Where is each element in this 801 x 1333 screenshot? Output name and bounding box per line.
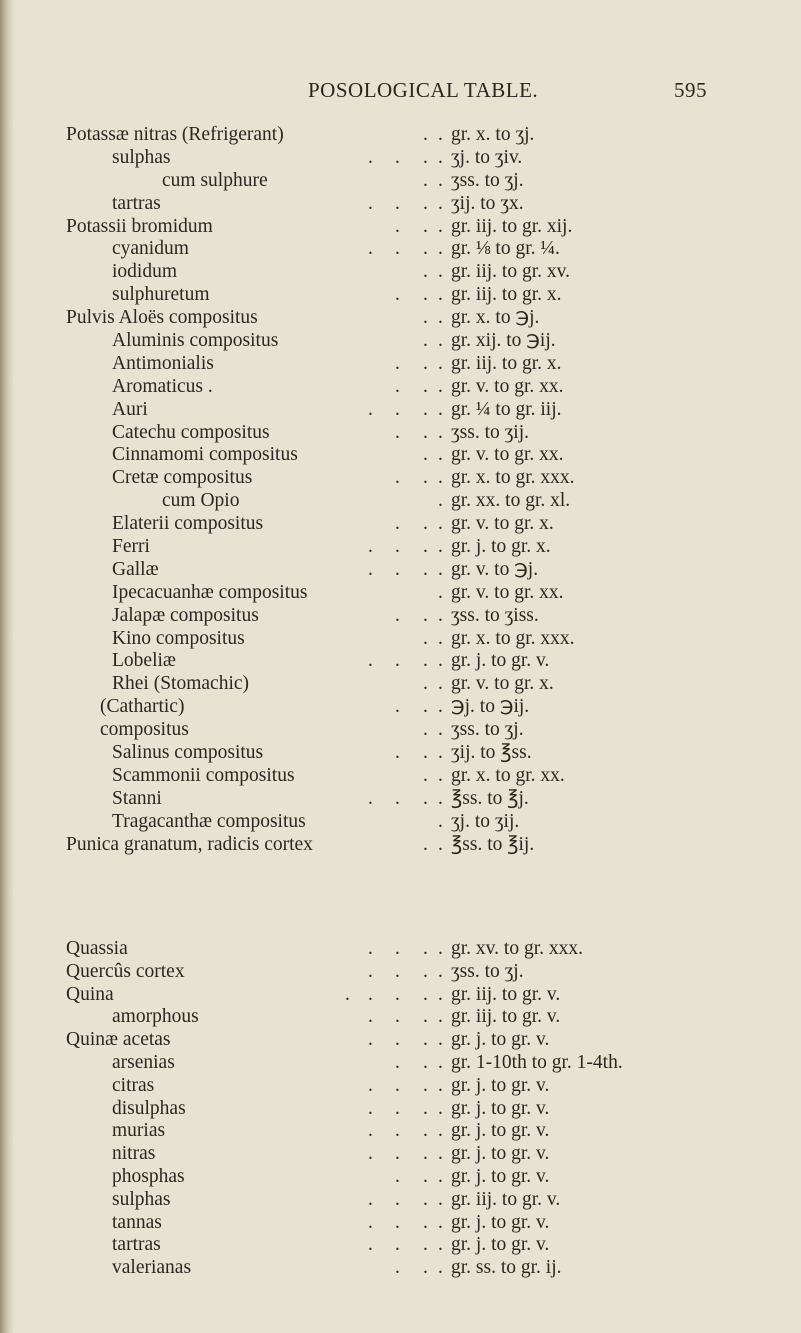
table-row: [0, 422, 801, 445]
leader-dot: .: [438, 810, 443, 832]
drug-name: Quina: [66, 983, 114, 1005]
table-row: [0, 261, 801, 284]
drug-name: Punica granatum, radicis cortex: [66, 833, 313, 855]
dose: gr. iij. to gr. v.: [451, 1006, 561, 1028]
leader-dot: .: [395, 983, 400, 1005]
dose: ʒij. to ʒx.: [451, 192, 524, 214]
leader-dot: .: [368, 1074, 373, 1096]
table-row: [0, 1098, 801, 1121]
dose: ʒj. to ʒij.: [451, 810, 520, 832]
dose: gr. j. to gr. v.: [451, 1211, 550, 1233]
leader-dot: .: [438, 467, 443, 489]
table-row: [0, 1029, 801, 1052]
leader-dot: .: [395, 467, 400, 489]
leader-dot: .: [423, 307, 428, 329]
drug-name: iodidum: [112, 261, 178, 283]
drug-name: disulphas: [112, 1097, 186, 1119]
dose: gr. iij. to gr. v.: [451, 983, 561, 1005]
leader-dot: .: [438, 1211, 443, 1233]
leader-dot: .: [368, 938, 373, 959]
leader-dot: .: [368, 650, 373, 672]
leader-dot: .: [438, 764, 443, 786]
leader-dot: .: [368, 1029, 373, 1051]
leader-dot: .: [438, 1051, 443, 1073]
dose: gr. x. to gr. xxx.: [451, 467, 575, 489]
leader-dot: .: [395, 960, 400, 982]
leader-dot: .: [438, 1074, 443, 1096]
leader-dot: .: [368, 398, 373, 420]
leader-dot: .: [395, 1211, 400, 1233]
dose: gr. x. to ℈j.: [451, 307, 540, 329]
leader-dot: .: [368, 238, 373, 260]
page-header: [0, 78, 801, 108]
leader-dot: .: [423, 960, 428, 982]
table-row: [0, 765, 801, 788]
leader-dot: .: [438, 1143, 443, 1165]
drug-name: sulphas: [112, 1188, 171, 1210]
leader-dot: .: [438, 421, 443, 443]
table-row: [0, 376, 801, 399]
dose: gr. iij. to gr. x.: [451, 352, 562, 374]
drug-name: citras: [112, 1074, 155, 1096]
leader-dot: .: [423, 1143, 428, 1165]
leader-dot: .: [368, 1234, 373, 1256]
leader-dot: .: [423, 536, 428, 558]
drug-name: Quercûs cortex: [66, 960, 185, 982]
dose: gr. ⅛ to gr. ¼.: [451, 238, 560, 260]
table-row: [0, 1120, 801, 1143]
leader-dot: .: [423, 467, 428, 489]
leader-dot: .: [423, 1211, 428, 1233]
leader-dot: .: [438, 192, 443, 214]
leader-dot: .: [395, 1143, 400, 1165]
drug-name: tartras: [112, 1234, 161, 1256]
dose: gr. iij. to gr. x.: [451, 284, 562, 306]
table-row: [0, 513, 801, 536]
dose: ℥ss. to ℥j.: [451, 787, 529, 809]
table-row: [0, 490, 801, 513]
leader-dot: .: [438, 330, 443, 352]
leader-dot: .: [423, 1234, 428, 1256]
drug-name: tartras: [112, 192, 161, 214]
leader-dot: .: [423, 696, 428, 718]
leader-dot: .: [395, 1097, 400, 1119]
leader-dot: .: [423, 604, 428, 626]
leader-dot: .: [395, 938, 400, 959]
leader-dot: .: [423, 1165, 428, 1187]
drug-name: Ferri: [112, 536, 150, 558]
drug-name: Antimonialis: [112, 352, 214, 374]
leader-dot: .: [438, 787, 443, 809]
leader-dot: .: [423, 192, 428, 214]
drug-name: Cretæ compositus: [112, 467, 253, 489]
leader-dot: .: [438, 1234, 443, 1256]
leader-dot: .: [423, 261, 428, 283]
drug-name: sulphas: [112, 146, 171, 168]
dose: gr. v. to gr. x.: [451, 673, 554, 695]
table-row: [0, 330, 801, 353]
leader-dot: .: [395, 146, 400, 168]
leader-dot: .: [423, 627, 428, 649]
drug-name: Quassia: [66, 938, 128, 959]
table-row: [0, 124, 801, 147]
table-row: [0, 559, 801, 582]
leader-dot: .: [368, 1097, 373, 1119]
leader-dot: .: [423, 742, 428, 764]
dose: gr. v. to gr. xx.: [451, 375, 564, 397]
drug-name: Elaterii compositus: [112, 513, 264, 535]
table-row: [0, 1257, 801, 1280]
leader-dot: .: [438, 238, 443, 260]
dose: ℥ss. to ℥ij.: [451, 833, 535, 855]
leader-dot: .: [395, 1051, 400, 1073]
dose: ℈j. to ℈ij.: [451, 696, 530, 718]
drug-name: Stanni: [112, 787, 162, 809]
leader-dot: .: [438, 1257, 443, 1279]
dose: gr. v. to gr. xx.: [451, 581, 564, 603]
leader-dot: .: [395, 375, 400, 397]
dose: gr. x. to gr. xx.: [451, 764, 565, 786]
leader-dot: .: [438, 719, 443, 741]
dose: gr. xv. to gr. xxx.: [451, 938, 583, 959]
leader-dot: .: [395, 787, 400, 809]
dose: gr. ¼ to gr. iij.: [451, 398, 562, 420]
leader-dot: .: [368, 192, 373, 214]
leader-dot: .: [423, 421, 428, 443]
dose: gr. j. to gr. v.: [451, 1097, 550, 1119]
leader-dot: .: [423, 330, 428, 352]
drug-name: sulphuretum: [112, 284, 210, 306]
dose: ʒj. to ʒiv.: [451, 146, 523, 168]
drug-name: phosphas: [112, 1165, 185, 1187]
drug-name: Catechu compositus: [112, 421, 270, 443]
leader-dot: .: [438, 1120, 443, 1142]
dose: gr. j. to gr. x.: [451, 536, 551, 558]
table-row: [0, 811, 801, 834]
leader-dot: .: [438, 627, 443, 649]
table-row: [0, 399, 801, 422]
table-row: [0, 788, 801, 811]
dose: gr. iij. to gr. xv.: [451, 261, 570, 283]
drug-name: Kino compositus: [112, 627, 245, 649]
leader-dot: .: [438, 581, 443, 603]
leader-dot: .: [395, 650, 400, 672]
table-row: [0, 984, 801, 1007]
drug-name: tannas: [112, 1211, 162, 1233]
drug-name: Lobeliæ: [112, 650, 176, 672]
leader-dot: .: [438, 261, 443, 283]
leader-dot: .: [395, 192, 400, 214]
drug-name: Aromaticus .: [112, 375, 213, 397]
leader-dot: .: [395, 742, 400, 764]
table-row: [0, 284, 801, 307]
table-row: [0, 353, 801, 376]
leader-dot: .: [395, 513, 400, 535]
drug-name: Potassii bromidum: [66, 215, 213, 237]
dose: gr. j. to gr. v.: [451, 1029, 550, 1051]
running-title: POSOLOGICAL TABLE.: [308, 78, 539, 102]
dose: gr. j. to gr. v.: [451, 1165, 550, 1187]
leader-dot: .: [423, 284, 428, 306]
leader-dot: .: [438, 284, 443, 306]
drug-name: Jalapæ compositus: [112, 604, 259, 626]
leader-dot: .: [423, 375, 428, 397]
leader-dot: .: [423, 238, 428, 260]
leader-dot: .: [423, 1120, 428, 1142]
leader-dot: .: [395, 1120, 400, 1142]
drug-name: cyanidum: [112, 238, 189, 260]
drug-name: (Cathartic): [100, 696, 185, 718]
dose: gr. iij. to gr. xij.: [451, 215, 573, 237]
leader-dot: .: [438, 960, 443, 982]
leader-dot: .: [438, 1165, 443, 1187]
drug-name: Auri: [112, 398, 148, 420]
drug-name: murias: [112, 1120, 166, 1142]
leader-dot: .: [423, 983, 428, 1005]
leader-dot: .: [423, 787, 428, 809]
table-row: [0, 1143, 801, 1166]
leader-dot: .: [438, 375, 443, 397]
leader-dot: .: [423, 146, 428, 168]
dose: gr. v. to ℈j.: [451, 558, 539, 580]
dose: gr. x. to ʒj.: [451, 124, 535, 145]
dose: gr. j. to gr. v.: [451, 1234, 550, 1256]
table-row: [0, 216, 801, 239]
leader-dot: .: [438, 536, 443, 558]
dose: gr. j. to gr. v.: [451, 1143, 550, 1165]
leader-dot: .: [395, 215, 400, 237]
leader-dot: .: [438, 673, 443, 695]
leader-dot: .: [423, 938, 428, 959]
leader-dot: .: [423, 124, 428, 145]
table-row: [0, 582, 801, 605]
leader-dot: .: [395, 1165, 400, 1187]
leader-dot: .: [423, 1074, 428, 1096]
leader-dot: .: [438, 938, 443, 959]
leader-dot: .: [345, 983, 350, 1005]
leader-dot: .: [395, 398, 400, 420]
leader-dot: .: [395, 1257, 400, 1279]
leader-dot: .: [395, 1188, 400, 1210]
leader-dot: .: [438, 558, 443, 580]
leader-dot: .: [395, 1029, 400, 1051]
leader-dot: .: [423, 1006, 428, 1028]
leader-dot: .: [423, 719, 428, 741]
dose: gr. j. to gr. v.: [451, 650, 550, 672]
dose: gr. ss. to gr. ij.: [451, 1257, 562, 1279]
leader-dot: .: [423, 1257, 428, 1279]
leader-dot: .: [395, 352, 400, 374]
leader-dot: .: [438, 696, 443, 718]
leader-dot: .: [438, 307, 443, 329]
table-row: [0, 628, 801, 651]
table-row: [0, 961, 801, 984]
leader-dot: .: [368, 146, 373, 168]
leader-dot: .: [395, 536, 400, 558]
dose: ʒss. to ʒj.: [451, 719, 524, 741]
table-row: [0, 193, 801, 216]
leader-dot: .: [423, 398, 428, 420]
leader-dot: .: [395, 558, 400, 580]
leader-dot: .: [368, 1120, 373, 1142]
dose: gr. xx. to gr. xl.: [451, 490, 571, 512]
leader-dot: .: [395, 421, 400, 443]
leader-dot: .: [368, 1188, 373, 1210]
table-row: [0, 536, 801, 559]
dose: gr. x. to gr. xxx.: [451, 627, 575, 649]
drug-name: cum Opio: [162, 490, 240, 512]
leader-dot: .: [368, 558, 373, 580]
leader-dot: .: [438, 833, 443, 855]
leader-dot: .: [423, 444, 428, 466]
drug-name: arsenias: [112, 1051, 175, 1073]
leader-dot: .: [368, 1006, 373, 1028]
leader-dot: .: [438, 983, 443, 1005]
posology-table-upper: [0, 124, 801, 857]
leader-dot: .: [438, 444, 443, 466]
leader-dot: .: [423, 764, 428, 786]
drug-name: valerianas: [112, 1257, 192, 1279]
page-number: 595: [674, 78, 707, 102]
leader-dot: .: [438, 352, 443, 374]
leader-dot: .: [368, 1211, 373, 1233]
table-row: [0, 834, 801, 857]
leader-dot: .: [438, 146, 443, 168]
leader-dot: .: [423, 833, 428, 855]
leader-dot: .: [438, 1029, 443, 1051]
drug-name: Rhei (Stomachic): [112, 673, 250, 695]
leader-dot: .: [423, 1051, 428, 1073]
leader-dot: .: [438, 742, 443, 764]
posology-table-lower: [0, 938, 801, 1280]
leader-dot: .: [438, 1188, 443, 1210]
table-row: [0, 467, 801, 490]
table-row: [0, 742, 801, 765]
leader-dot: .: [438, 398, 443, 420]
drug-name: Salinus compositus: [112, 742, 264, 764]
leader-dot: .: [368, 536, 373, 558]
table-row: [0, 1006, 801, 1029]
table-row: [0, 1189, 801, 1212]
leader-dot: .: [438, 215, 443, 237]
table-row: [0, 1234, 801, 1257]
drug-name: Gallæ: [112, 558, 159, 580]
leader-dot: .: [423, 1029, 428, 1051]
table-row: [0, 673, 801, 696]
table-row: [0, 170, 801, 193]
leader-dot: .: [395, 238, 400, 260]
dose: gr. j. to gr. v.: [451, 1074, 550, 1096]
table-row: [0, 1075, 801, 1098]
table-row: [0, 147, 801, 170]
table-row: [0, 307, 801, 330]
table-row: [0, 444, 801, 467]
leader-dot: .: [423, 1188, 428, 1210]
leader-dot: .: [423, 215, 428, 237]
leader-dot: .: [423, 650, 428, 672]
leader-dot: .: [438, 124, 443, 145]
table-row: [0, 719, 801, 742]
drug-name: Pulvis Aloës compositus: [66, 307, 258, 329]
dose: gr. xij. to ℈ij.: [451, 330, 556, 352]
leader-dot: .: [395, 604, 400, 626]
leader-dot: .: [423, 513, 428, 535]
leader-dot: .: [423, 352, 428, 374]
dose: ʒss. to ʒj.: [451, 169, 524, 191]
leader-dot: .: [438, 1097, 443, 1119]
drug-name: Quinæ acetas: [66, 1029, 171, 1051]
drug-name: Tragacanthæ compositus: [112, 810, 306, 832]
drug-name: Scammonii compositus: [112, 764, 295, 786]
dose: ʒss. to ʒj.: [451, 960, 524, 982]
leader-dot: .: [395, 696, 400, 718]
dose: gr. iij. to gr. v.: [451, 1188, 561, 1210]
drug-name: Potassæ nitras (Refrigerant): [66, 124, 284, 145]
table-row: [0, 696, 801, 719]
dose: ʒij. to ℥ss.: [451, 742, 532, 764]
table-row: [0, 1052, 801, 1075]
drug-name: compositus: [100, 719, 189, 741]
leader-dot: .: [368, 983, 373, 1005]
table-row: [0, 605, 801, 628]
leader-dot: .: [368, 960, 373, 982]
dose: ʒss. to ʒiss.: [451, 604, 539, 626]
drug-name: amorphous: [112, 1006, 199, 1028]
leader-dot: .: [438, 1006, 443, 1028]
table-row: [0, 1212, 801, 1235]
leader-dot: .: [423, 558, 428, 580]
table-row: [0, 650, 801, 673]
leader-dot: .: [438, 513, 443, 535]
drug-name: Cinnamomi compositus: [112, 444, 298, 466]
drug-name: Ipecacuanhæ compositus: [112, 581, 308, 603]
leader-dot: .: [423, 673, 428, 695]
leader-dot: .: [368, 787, 373, 809]
table-row: [0, 238, 801, 261]
dose: ʒss. to ʒij.: [451, 421, 529, 443]
leader-dot: .: [395, 1006, 400, 1028]
leader-dot: .: [423, 1097, 428, 1119]
table-row: [0, 938, 801, 961]
leader-dot: .: [423, 169, 428, 191]
drug-name: nitras: [112, 1143, 156, 1165]
leader-dot: .: [438, 490, 443, 512]
leader-dot: .: [395, 1074, 400, 1096]
leader-dot: .: [438, 650, 443, 672]
dose: gr. v. to gr. x.: [451, 513, 554, 535]
leader-dot: .: [395, 1234, 400, 1256]
dose: gr. 1-10th to gr. 1-4th.: [451, 1051, 623, 1073]
dose: gr. v. to gr. xx.: [451, 444, 564, 466]
leader-dot: .: [438, 604, 443, 626]
drug-name: Aluminis compositus: [112, 330, 279, 352]
drug-name: cum sulphure: [162, 169, 268, 191]
leader-dot: .: [395, 284, 400, 306]
dose: gr. j. to gr. v.: [451, 1120, 550, 1142]
leader-dot: .: [438, 169, 443, 191]
table-row: [0, 1166, 801, 1189]
leader-dot: .: [368, 1143, 373, 1165]
